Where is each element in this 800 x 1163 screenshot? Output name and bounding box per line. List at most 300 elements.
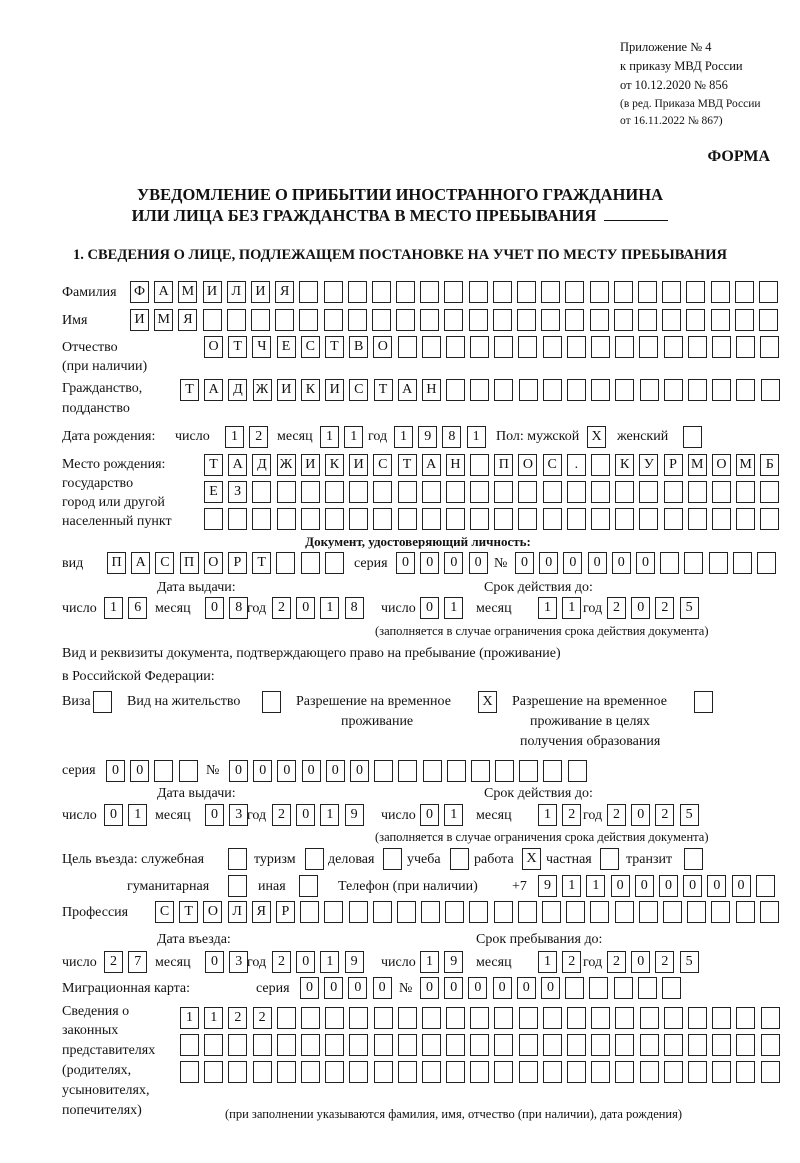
char-box[interactable]	[663, 901, 682, 923]
char-box[interactable]: А	[228, 454, 247, 476]
char-box[interactable]: С	[301, 336, 320, 358]
char-box[interactable]	[471, 760, 490, 782]
char-box[interactable]	[543, 508, 562, 530]
char-box[interactable]	[694, 691, 713, 713]
char-box[interactable]	[590, 281, 609, 303]
char-box[interactable]	[470, 481, 489, 503]
char-box[interactable]	[712, 508, 731, 530]
char-box[interactable]	[373, 508, 392, 530]
char-box[interactable]	[325, 552, 344, 574]
char-box[interactable]: П	[494, 454, 513, 476]
char-box[interactable]	[541, 281, 560, 303]
char-box[interactable]	[277, 1034, 296, 1056]
char-box[interactable]	[374, 1007, 393, 1029]
char-box[interactable]	[253, 1061, 272, 1083]
char-box[interactable]	[543, 1034, 562, 1056]
char-box[interactable]: 0	[631, 597, 650, 619]
char-box[interactable]: О	[203, 901, 222, 923]
char-box[interactable]	[664, 379, 683, 401]
char-box[interactable]: Т	[374, 379, 393, 401]
char-box[interactable]	[204, 508, 223, 530]
char-box[interactable]	[301, 1007, 320, 1029]
char-box[interactable]	[398, 1007, 417, 1029]
char-box[interactable]	[711, 281, 730, 303]
char-box[interactable]	[638, 309, 657, 331]
char-box[interactable]	[565, 281, 584, 303]
char-box[interactable]	[688, 1034, 707, 1056]
char-box[interactable]: 0	[326, 760, 345, 782]
char-box[interactable]	[325, 481, 344, 503]
char-box[interactable]: 0	[541, 977, 560, 999]
char-box[interactable]: 1	[586, 875, 605, 897]
char-box[interactable]: И	[203, 281, 222, 303]
char-box[interactable]	[276, 552, 295, 574]
char-box[interactable]: Ч	[252, 336, 271, 358]
char-box[interactable]	[567, 508, 586, 530]
char-box[interactable]: 8	[345, 597, 364, 619]
char-box[interactable]: 2	[253, 1007, 272, 1029]
char-box[interactable]: С	[543, 454, 562, 476]
char-box[interactable]: .	[567, 454, 586, 476]
char-box[interactable]	[519, 1061, 538, 1083]
char-box[interactable]	[349, 481, 368, 503]
char-box[interactable]: 1	[104, 597, 123, 619]
char-box[interactable]	[228, 1034, 247, 1056]
char-box[interactable]: 2	[104, 951, 123, 973]
char-box[interactable]	[568, 760, 587, 782]
char-box[interactable]	[300, 901, 319, 923]
char-box[interactable]	[277, 508, 296, 530]
char-box[interactable]: 5	[680, 951, 699, 973]
char-box[interactable]	[686, 281, 705, 303]
char-box[interactable]: 1	[320, 804, 339, 826]
char-box[interactable]: 0	[515, 552, 534, 574]
char-box[interactable]	[760, 336, 779, 358]
char-box[interactable]	[543, 760, 562, 782]
char-box[interactable]: М	[178, 281, 197, 303]
char-box[interactable]	[494, 1061, 513, 1083]
char-box[interactable]: А	[422, 454, 441, 476]
char-box[interactable]	[349, 901, 368, 923]
char-box[interactable]	[640, 1007, 659, 1029]
char-box[interactable]	[519, 760, 538, 782]
char-box[interactable]: И	[349, 454, 368, 476]
char-box[interactable]: 8	[442, 426, 461, 448]
char-box[interactable]: 0	[296, 951, 315, 973]
char-box[interactable]: 2	[272, 951, 291, 973]
char-box[interactable]	[566, 901, 585, 923]
char-box[interactable]	[639, 508, 658, 530]
char-box[interactable]	[275, 309, 294, 331]
char-box[interactable]	[494, 1034, 513, 1056]
char-box[interactable]: 0	[539, 552, 558, 574]
char-box[interactable]	[469, 281, 488, 303]
char-box[interactable]	[494, 379, 513, 401]
char-box[interactable]	[422, 1061, 441, 1083]
char-box[interactable]	[688, 1007, 707, 1029]
char-box[interactable]: Ж	[253, 379, 272, 401]
char-box[interactable]: Я	[275, 281, 294, 303]
char-box[interactable]: 1	[180, 1007, 199, 1029]
char-box[interactable]: 0	[205, 951, 224, 973]
char-box[interactable]: 5	[680, 804, 699, 826]
char-box[interactable]: К	[325, 454, 344, 476]
char-box[interactable]: X	[522, 848, 541, 870]
char-box[interactable]	[253, 1034, 272, 1056]
char-box[interactable]	[324, 281, 343, 303]
char-box[interactable]: 0	[253, 760, 272, 782]
char-box[interactable]	[469, 309, 488, 331]
char-box[interactable]: С	[349, 379, 368, 401]
char-box[interactable]: 0	[296, 804, 315, 826]
char-box[interactable]: 0	[300, 977, 319, 999]
char-box[interactable]	[640, 379, 659, 401]
char-box[interactable]	[518, 508, 537, 530]
char-box[interactable]	[277, 1007, 296, 1029]
char-box[interactable]	[299, 281, 318, 303]
char-box[interactable]: Л	[227, 281, 246, 303]
char-box[interactable]	[590, 309, 609, 331]
char-box[interactable]	[567, 1034, 586, 1056]
char-box[interactable]: 1	[128, 804, 147, 826]
char-box[interactable]	[301, 552, 320, 574]
char-box[interactable]	[735, 309, 754, 331]
char-box[interactable]	[372, 281, 391, 303]
char-box[interactable]: Р	[276, 901, 295, 923]
char-box[interactable]: 8	[229, 597, 248, 619]
char-box[interactable]	[305, 848, 324, 870]
char-box[interactable]	[349, 1061, 368, 1083]
char-box[interactable]	[664, 336, 683, 358]
char-box[interactable]: 1	[420, 951, 439, 973]
char-box[interactable]	[277, 481, 296, 503]
char-box[interactable]: 1	[538, 597, 557, 619]
char-box[interactable]	[325, 1061, 344, 1083]
char-box[interactable]: З	[228, 481, 247, 503]
char-box[interactable]: А	[154, 281, 173, 303]
char-box[interactable]	[761, 1034, 780, 1056]
char-box[interactable]: С	[373, 454, 392, 476]
char-box[interactable]: 0	[396, 552, 415, 574]
char-box[interactable]	[470, 379, 489, 401]
char-box[interactable]: 3	[229, 951, 248, 973]
char-box[interactable]	[493, 281, 512, 303]
char-box[interactable]	[420, 281, 439, 303]
char-box[interactable]	[374, 1034, 393, 1056]
char-box[interactable]	[373, 901, 392, 923]
char-box[interactable]	[324, 901, 343, 923]
char-box[interactable]: 0	[732, 875, 751, 897]
char-box[interactable]	[761, 1061, 780, 1083]
char-box[interactable]	[446, 481, 465, 503]
char-box[interactable]: 1	[444, 597, 463, 619]
char-box[interactable]: В	[349, 336, 368, 358]
char-box[interactable]	[421, 901, 440, 923]
char-box[interactable]: 1	[344, 426, 363, 448]
char-box[interactable]: 3	[229, 804, 248, 826]
char-box[interactable]: 0	[468, 977, 487, 999]
char-box[interactable]: 0	[104, 804, 123, 826]
char-box[interactable]	[712, 481, 731, 503]
char-box[interactable]: П	[180, 552, 199, 574]
char-box[interactable]	[444, 281, 463, 303]
char-box[interactable]	[735, 281, 754, 303]
char-box[interactable]: Т	[179, 901, 198, 923]
char-box[interactable]	[299, 309, 318, 331]
char-box[interactable]	[615, 1007, 634, 1029]
char-box[interactable]: Т	[228, 336, 247, 358]
char-box[interactable]	[684, 848, 703, 870]
char-box[interactable]: 0	[611, 875, 630, 897]
char-box[interactable]	[736, 336, 755, 358]
char-box[interactable]	[251, 309, 270, 331]
char-box[interactable]	[349, 1007, 368, 1029]
char-box[interactable]	[614, 281, 633, 303]
char-box[interactable]	[615, 336, 634, 358]
char-box[interactable]: 0	[420, 552, 439, 574]
char-box[interactable]	[325, 1007, 344, 1029]
char-box[interactable]	[688, 481, 707, 503]
char-box[interactable]	[374, 1061, 393, 1083]
char-box[interactable]	[567, 1007, 586, 1029]
char-box[interactable]	[567, 1061, 586, 1083]
char-box[interactable]	[733, 552, 752, 574]
char-box[interactable]: 9	[444, 951, 463, 973]
char-box[interactable]	[423, 760, 442, 782]
char-box[interactable]	[760, 901, 779, 923]
char-box[interactable]	[204, 1061, 223, 1083]
char-box[interactable]: Ф	[130, 281, 149, 303]
char-box[interactable]	[591, 1034, 610, 1056]
char-box[interactable]	[446, 379, 465, 401]
char-box[interactable]: X	[587, 426, 606, 448]
char-box[interactable]	[736, 379, 755, 401]
char-box[interactable]	[93, 691, 112, 713]
char-box[interactable]	[615, 481, 634, 503]
char-box[interactable]: 0	[612, 552, 631, 574]
char-box[interactable]	[228, 508, 247, 530]
char-box[interactable]	[639, 901, 658, 923]
char-box[interactable]	[614, 977, 633, 999]
char-box[interactable]	[589, 977, 608, 999]
char-box[interactable]	[301, 1034, 320, 1056]
char-box[interactable]	[760, 481, 779, 503]
char-box[interactable]	[543, 336, 562, 358]
char-box[interactable]	[736, 1034, 755, 1056]
char-box[interactable]: К	[615, 454, 634, 476]
char-box[interactable]	[565, 977, 584, 999]
char-box[interactable]	[565, 309, 584, 331]
char-box[interactable]: 2	[607, 951, 626, 973]
char-box[interactable]: 2	[562, 951, 581, 973]
char-box[interactable]	[518, 481, 537, 503]
char-box[interactable]	[711, 309, 730, 331]
char-box[interactable]: 0	[296, 597, 315, 619]
char-box[interactable]: 0	[588, 552, 607, 574]
char-box[interactable]	[600, 848, 619, 870]
char-box[interactable]: 0	[420, 977, 439, 999]
char-box[interactable]	[543, 1061, 562, 1083]
char-box[interactable]: 0	[631, 951, 650, 973]
char-box[interactable]	[325, 1034, 344, 1056]
char-box[interactable]	[204, 1034, 223, 1056]
char-box[interactable]: 1	[538, 951, 557, 973]
char-box[interactable]: Т	[204, 454, 223, 476]
char-box[interactable]	[373, 481, 392, 503]
char-box[interactable]: И	[277, 379, 296, 401]
char-box[interactable]: Т	[325, 336, 344, 358]
char-box[interactable]	[420, 309, 439, 331]
char-box[interactable]: 1	[320, 426, 339, 448]
char-box[interactable]: 2	[655, 951, 674, 973]
char-box[interactable]: 0	[130, 760, 149, 782]
char-box[interactable]	[686, 309, 705, 331]
char-box[interactable]	[447, 760, 466, 782]
char-box[interactable]	[277, 1061, 296, 1083]
char-box[interactable]: О	[373, 336, 392, 358]
char-box[interactable]: 0	[302, 760, 321, 782]
char-box[interactable]: 0	[683, 875, 702, 897]
char-box[interactable]: 0	[659, 875, 678, 897]
char-box[interactable]: Д	[228, 379, 247, 401]
char-box[interactable]	[543, 481, 562, 503]
char-box[interactable]	[736, 481, 755, 503]
char-box[interactable]	[664, 481, 683, 503]
char-box[interactable]: С	[155, 552, 174, 574]
char-box[interactable]	[494, 1007, 513, 1029]
char-box[interactable]: О	[518, 454, 537, 476]
char-box[interactable]	[759, 309, 778, 331]
char-box[interactable]: 1	[225, 426, 244, 448]
char-box[interactable]: Р	[664, 454, 683, 476]
char-box[interactable]	[383, 848, 402, 870]
char-box[interactable]	[590, 901, 609, 923]
char-box[interactable]: 0	[444, 552, 463, 574]
char-box[interactable]	[372, 309, 391, 331]
char-box[interactable]	[543, 379, 562, 401]
char-box[interactable]: 1	[562, 597, 581, 619]
char-box[interactable]: 1	[320, 597, 339, 619]
char-box[interactable]: Е	[204, 481, 223, 503]
char-box[interactable]	[567, 481, 586, 503]
title-blank-line[interactable]	[604, 206, 668, 221]
char-box[interactable]: Р	[228, 552, 247, 574]
char-box[interactable]: 9	[538, 875, 557, 897]
char-box[interactable]	[519, 1007, 538, 1029]
char-box[interactable]: 0	[707, 875, 726, 897]
char-box[interactable]	[712, 1061, 731, 1083]
char-box[interactable]	[664, 1007, 683, 1029]
char-box[interactable]	[543, 1007, 562, 1029]
char-box[interactable]	[736, 1007, 755, 1029]
char-box[interactable]: 0	[348, 977, 367, 999]
char-box[interactable]	[396, 309, 415, 331]
char-box[interactable]: 2	[655, 597, 674, 619]
char-box[interactable]: 0	[563, 552, 582, 574]
char-box[interactable]: Т	[398, 454, 417, 476]
char-box[interactable]	[348, 281, 367, 303]
char-box[interactable]: 0	[350, 760, 369, 782]
char-box[interactable]	[760, 508, 779, 530]
char-box[interactable]: 2	[607, 804, 626, 826]
char-box[interactable]: 9	[345, 951, 364, 973]
char-box[interactable]	[761, 379, 780, 401]
char-box[interactable]	[712, 336, 731, 358]
char-box[interactable]	[615, 379, 634, 401]
char-box[interactable]: А	[204, 379, 223, 401]
char-box[interactable]: 0	[277, 760, 296, 782]
char-box[interactable]	[640, 1061, 659, 1083]
char-box[interactable]	[398, 1034, 417, 1056]
char-box[interactable]: 0	[205, 804, 224, 826]
char-box[interactable]: И	[301, 454, 320, 476]
char-box[interactable]: Н	[422, 379, 441, 401]
char-box[interactable]: 2	[249, 426, 268, 448]
char-box[interactable]	[301, 1061, 320, 1083]
char-box[interactable]	[398, 508, 417, 530]
char-box[interactable]: И	[251, 281, 270, 303]
char-box[interactable]	[664, 1061, 683, 1083]
char-box[interactable]	[301, 481, 320, 503]
char-box[interactable]	[422, 1007, 441, 1029]
char-box[interactable]: 2	[228, 1007, 247, 1029]
char-box[interactable]: 0	[229, 760, 248, 782]
char-box[interactable]	[301, 508, 320, 530]
char-box[interactable]: Я	[178, 309, 197, 331]
char-box[interactable]	[688, 1061, 707, 1083]
char-box[interactable]	[664, 1034, 683, 1056]
char-box[interactable]: Т	[252, 552, 271, 574]
char-box[interactable]: 0	[444, 977, 463, 999]
char-box[interactable]: А	[131, 552, 150, 574]
char-box[interactable]	[444, 309, 463, 331]
char-box[interactable]: 1	[320, 951, 339, 973]
char-box[interactable]	[446, 1034, 465, 1056]
char-box[interactable]	[262, 691, 281, 713]
char-box[interactable]	[348, 309, 367, 331]
char-box[interactable]	[154, 760, 173, 782]
char-box[interactable]	[640, 1034, 659, 1056]
char-box[interactable]	[179, 760, 198, 782]
char-box[interactable]	[325, 508, 344, 530]
char-box[interactable]	[422, 508, 441, 530]
char-box[interactable]	[542, 901, 561, 923]
char-box[interactable]	[519, 379, 538, 401]
char-box[interactable]: С	[155, 901, 174, 923]
char-box[interactable]	[228, 848, 247, 870]
char-box[interactable]	[591, 1007, 610, 1029]
char-box[interactable]	[470, 336, 489, 358]
char-box[interactable]: О	[204, 552, 223, 574]
char-box[interactable]	[638, 281, 657, 303]
char-box[interactable]: 1	[562, 875, 581, 897]
char-box[interactable]	[495, 760, 514, 782]
char-box[interactable]	[470, 1007, 489, 1029]
char-box[interactable]	[228, 875, 247, 897]
char-box[interactable]: А	[398, 379, 417, 401]
char-box[interactable]: 0	[631, 804, 650, 826]
char-box[interactable]	[591, 1061, 610, 1083]
char-box[interactable]	[736, 901, 755, 923]
char-box[interactable]	[615, 1061, 634, 1083]
char-box[interactable]: Т	[180, 379, 199, 401]
char-box[interactable]: У	[639, 454, 658, 476]
char-box[interactable]	[324, 309, 343, 331]
char-box[interactable]	[470, 1061, 489, 1083]
char-box[interactable]	[446, 1007, 465, 1029]
char-box[interactable]: 0	[106, 760, 125, 782]
char-box[interactable]: 9	[418, 426, 437, 448]
